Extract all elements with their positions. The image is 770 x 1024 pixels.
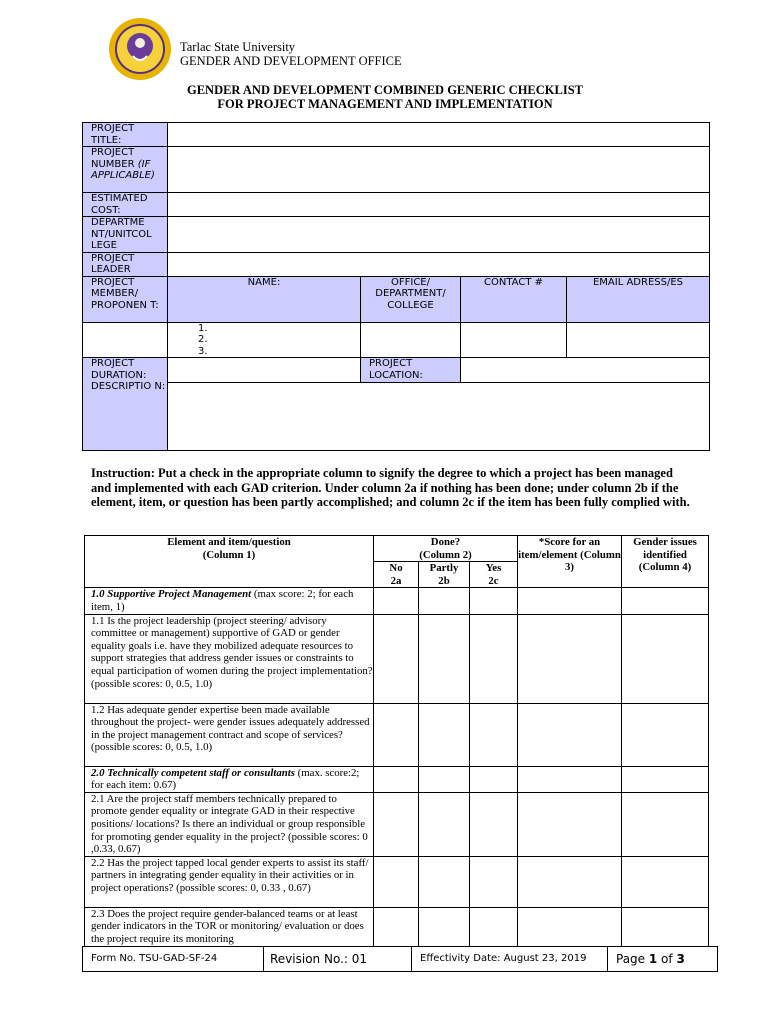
row-1-2: 1.2 Has adequate gender expertise been made available throughout the project- were gender issues adequately addressed in the project management contract and scope of services? (possible scores: 0, 0.5, 1.0) bbox=[85, 703, 374, 766]
check-2a[interactable] bbox=[374, 907, 419, 946]
check-2a[interactable] bbox=[374, 792, 419, 856]
project-location-field[interactable] bbox=[461, 358, 710, 383]
check-2c[interactable] bbox=[470, 792, 518, 856]
instruction-text: Instruction: Put a check in the appropriate column to signify the degree to which a project has been managed and implemented with each GAD criterion. Under column 2a if nothing has been done; under column 2b if the element, item, or question has been partly accomplished; and column 2c if the item has been fully complied with. bbox=[91, 466, 690, 509]
gender-issue-cell[interactable] bbox=[622, 792, 709, 856]
gender-issue-cell[interactable] bbox=[622, 614, 709, 703]
check-2a[interactable] bbox=[374, 614, 419, 703]
yes-2c-header: Yes 2c bbox=[470, 562, 518, 588]
member-office-header: OFFICE/ DEPARTMENT/ COLLEGE bbox=[361, 276, 461, 322]
row-1-1: 1.1 Is the project leadership (project steering/ advisory committee or management) supportive of GAD or gender equality goals i.e. have they mobilized adequate resources to support strategies that address gender issues or constraints to equal participation of women during the project implementation? (possible scores: 0, 0.5, 1.0) bbox=[85, 614, 374, 703]
row-2-3: 2.3 Does the project require gender-balanced teams or at least gender indicators in the TOR or monitoring/ evaluation or does the project require its monitoring bbox=[85, 907, 374, 946]
member-office-field[interactable] bbox=[361, 322, 461, 358]
check-2b[interactable] bbox=[419, 614, 470, 703]
project-leader-field[interactable] bbox=[168, 252, 710, 276]
estimated-cost-label: ESTIMATED COST: bbox=[83, 193, 168, 217]
page-indicator: Page 1 of 3 bbox=[607, 947, 685, 971]
doc-title-line1: GENDER AND DEVELOPMENT COMBINED GENERIC CHECKLIST bbox=[186, 83, 583, 97]
gender-issue-cell[interactable] bbox=[622, 588, 709, 614]
score-cell[interactable] bbox=[518, 588, 622, 614]
gender-issue-cell[interactable] bbox=[622, 703, 709, 766]
department-field[interactable] bbox=[168, 217, 710, 253]
description-field[interactable] bbox=[168, 383, 710, 451]
check-2b[interactable] bbox=[419, 703, 470, 766]
done-header: Done? (Column 2) bbox=[374, 536, 518, 562]
no-2a-header: No 2a bbox=[374, 562, 419, 588]
score-cell[interactable] bbox=[518, 907, 622, 946]
check-2c[interactable] bbox=[470, 588, 518, 614]
doc-title-line2: FOR PROJECT MANAGEMENT AND IMPLEMENTATION bbox=[217, 97, 553, 111]
gender-issue-cell[interactable] bbox=[622, 907, 709, 946]
gender-issues-header: Gender issues identified (Column 4) bbox=[622, 536, 709, 588]
office-name: GENDER AND DEVELOPMENT OFFICE bbox=[180, 54, 402, 68]
department-label: DEPARTME NT/UNITCOL LEGE bbox=[83, 217, 168, 253]
member-name-list[interactable]: 1. 2. 3. bbox=[168, 322, 361, 358]
member-blank-cell bbox=[83, 322, 168, 358]
score-cell[interactable] bbox=[518, 703, 622, 766]
member-email-field[interactable] bbox=[567, 322, 710, 358]
revision-number: Revision No.: 01 bbox=[263, 947, 367, 971]
check-2a[interactable] bbox=[374, 856, 419, 907]
form-footer bbox=[82, 946, 718, 972]
row-2-1: 2.1 Are the project staff members technically prepared to promote gender equality or integrate GAD in their respective positions/ locations? Is there an individual or group responsible for promoting gender equality in the project? (possible scores: 0 ,0.33, 0.67) bbox=[85, 792, 374, 856]
member-contact-header: CONTACT # bbox=[461, 276, 567, 322]
row-2-0-title: 2.0 Technically competent staff or consultants (max. score:2; for each item: 0.67) bbox=[85, 766, 374, 792]
check-2a[interactable] bbox=[374, 766, 419, 792]
check-2b[interactable] bbox=[419, 792, 470, 856]
gender-issue-cell[interactable] bbox=[622, 766, 709, 792]
score-cell[interactable] bbox=[518, 614, 622, 703]
check-2c[interactable] bbox=[470, 907, 518, 946]
project-duration-field[interactable] bbox=[168, 358, 361, 383]
university-name: Tarlac State University bbox=[180, 40, 296, 54]
form-number: Form No. TSU-GAD-SF-24 bbox=[91, 953, 218, 964]
score-header: *Score for an item/element (Column 3) bbox=[518, 536, 622, 588]
member-contact-field[interactable] bbox=[461, 322, 567, 358]
check-2b[interactable] bbox=[419, 766, 470, 792]
estimated-cost-field[interactable] bbox=[168, 193, 710, 217]
check-2a[interactable] bbox=[374, 588, 419, 614]
partly-2b-header: Partly 2b bbox=[419, 562, 470, 588]
check-2a[interactable] bbox=[374, 703, 419, 766]
check-2c[interactable] bbox=[470, 766, 518, 792]
member-email-header: EMAIL ADRESS/ES bbox=[567, 276, 710, 322]
project-info-table bbox=[82, 122, 710, 451]
gender-issue-cell[interactable] bbox=[622, 856, 709, 907]
check-2b[interactable] bbox=[419, 907, 470, 946]
member-name-header: NAME: bbox=[168, 276, 361, 322]
row-1-0-title: 1.0 Supportive Project Management (max score: 2; for each item, 1) bbox=[85, 588, 374, 614]
check-2c[interactable] bbox=[470, 614, 518, 703]
element-header: Element and item/question (Column 1) bbox=[85, 536, 374, 588]
project-member-label: PROJECT MEMBER/ PROPONEN T: bbox=[83, 276, 168, 322]
project-location-label: PROJECT LOCATION: bbox=[361, 358, 461, 383]
check-2c[interactable] bbox=[470, 856, 518, 907]
project-leader-label: PROJECT LEADER bbox=[83, 252, 168, 276]
project-number-label: PROJECT NUMBER (IF APPLICABLE) bbox=[83, 147, 168, 193]
university-seal-logo bbox=[107, 16, 173, 82]
score-cell[interactable] bbox=[518, 792, 622, 856]
score-cell[interactable] bbox=[518, 766, 622, 792]
project-title-label: PROJECT TITLE: bbox=[83, 123, 168, 147]
checklist-table bbox=[84, 535, 709, 947]
score-cell[interactable] bbox=[518, 856, 622, 907]
check-2b[interactable] bbox=[419, 588, 470, 614]
duration-description-label: PROJECT DURATION: DESCRIPTIO N: bbox=[83, 358, 168, 451]
project-number-field[interactable] bbox=[168, 147, 710, 193]
check-2c[interactable] bbox=[470, 703, 518, 766]
check-2b[interactable] bbox=[419, 856, 470, 907]
row-2-2: 2.2 Has the project tapped local gender experts to assist its staff/ partners in integrating gender equality in their activities or in project operations? (possible scores: 0, 0.33 , 0.67) bbox=[85, 856, 374, 907]
project-title-field[interactable] bbox=[168, 123, 710, 147]
effectivity-date: Effectivity Date: August 23, 2019 bbox=[411, 947, 586, 971]
